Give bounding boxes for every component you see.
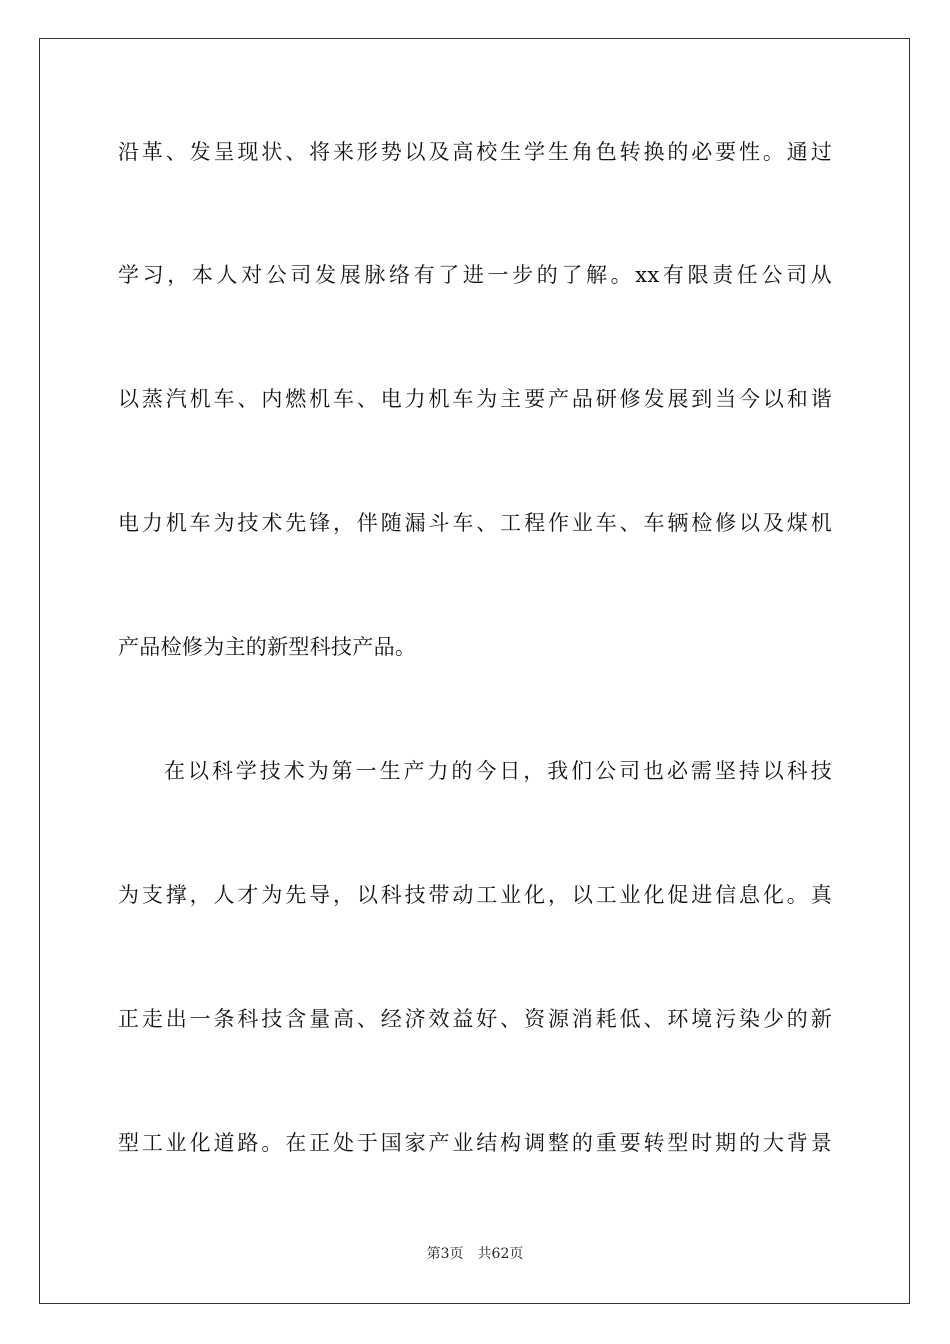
paragraph-line: 正走出一条科技含量高、经济效益好、资源消耗低、环境污染少的新	[118, 1007, 832, 1031]
paragraph-line: 型工业化道路。在正处于国家产业结构调整的重要转型时期的大背景	[118, 1131, 832, 1155]
page-total: 共62页	[477, 1246, 524, 1262]
page-footer	[0, 1244, 950, 1264]
paragraph-line: 沿革、发呈现状、将来形势以及高校生学生角色转换的必要性。通过	[118, 140, 832, 164]
page-number: 第3页	[426, 1246, 464, 1262]
paragraph-line: 在以科学技术为第一生产力的今日，我们公司也必需坚持以科技	[164, 759, 832, 783]
paragraph-line: 产品检修为主的新型科技产品。	[118, 635, 417, 659]
paragraph-line: 以蒸汽机车、内燃机车、电力机车为主要产品研修发展到当今以和谐	[118, 387, 832, 411]
paragraph-line: 学习，本人对公司发展脉络有了进一步的了解。xx有限责任公司从	[118, 263, 832, 287]
paragraph-line: 为支撑，人才为先导，以科技带动工业化，以工业化促进信息化。真	[118, 883, 832, 907]
page-border	[39, 38, 910, 1304]
paragraph-line: 电力机车为技术先锋，伴随漏斗车、工程作业车、车辆检修以及煤机	[118, 511, 832, 535]
